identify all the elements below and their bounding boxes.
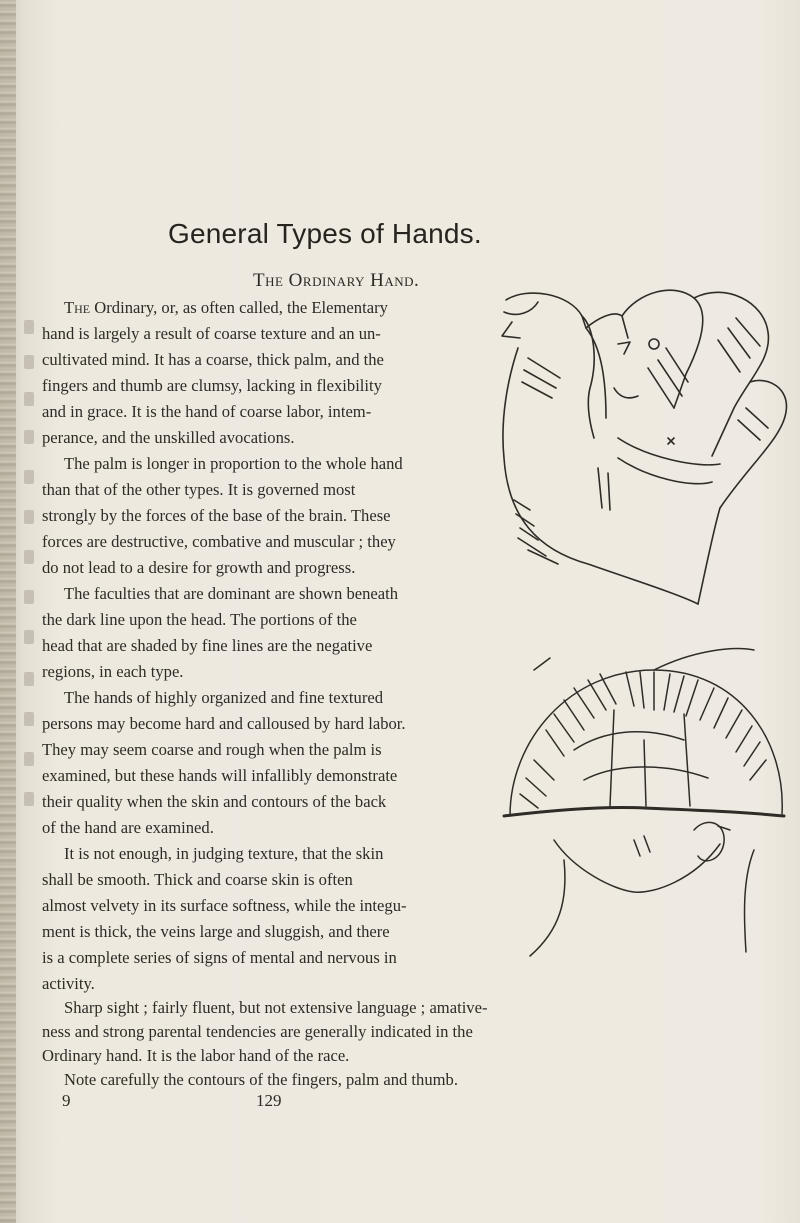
signature-mark: 9 — [62, 1091, 71, 1110]
text-line: perance, and the unskilled avocations. — [42, 428, 295, 447]
section-subheading: The Ordinary Hand. — [253, 270, 420, 291]
text-line: Sharp sight ; fairly fluent, but not extensive language ; amative- — [64, 998, 488, 1017]
text-line: their quality when the skin and contours of the back — [42, 792, 387, 811]
text-line: The Ordinary, or, as often called, the Elementary — [64, 298, 388, 317]
text-line: of the hand are examined. — [42, 818, 214, 837]
text-line: They may seem coarse and rough when the palm is — [42, 740, 382, 759]
text-line: hand is largely a result of coarse texture and an un- — [42, 324, 381, 343]
page-heading: General Types of Hands. — [168, 218, 482, 249]
text-line: shall be smooth. Thick and coarse skin is often — [42, 870, 353, 889]
text-line: almost velvety in its surface softness, while the integu- — [42, 896, 407, 915]
text-line: examined, but these hands will infallibly demonstrate — [42, 766, 398, 785]
text-line: Ordinary hand. It is the labor hand of the race. — [42, 1046, 350, 1065]
text-line: do not lead to a desire for growth and progress. — [42, 558, 356, 577]
text-line: strongly by the forces of the base of the brain. These — [42, 506, 391, 525]
text-line: than that of the other types. It is governed most — [42, 480, 356, 499]
text-line: Note carefully the contours of the fingers, palm and thumb. — [64, 1070, 458, 1089]
book-binding-edge — [0, 0, 16, 1223]
text-line: and in grace. It is the hand of coarse labor, intem- — [42, 402, 372, 421]
text-line: The palm is longer in proportion to the whole hand — [64, 454, 403, 473]
text-line: regions, in each type. — [42, 662, 184, 681]
lead-word: The — [64, 298, 91, 317]
text-line: ment is thick, the veins large and sluggish, and there — [42, 922, 390, 941]
text-line: the dark line upon the head. The portions of the — [42, 610, 357, 629]
head-drawing — [494, 630, 790, 962]
text-line: The faculties that are dominant are shown beneath — [64, 584, 399, 603]
head-illustration — [494, 630, 790, 962]
text-line: cultivated mind. It has a coarse, thick palm, and the — [42, 350, 384, 369]
gutter-marks — [24, 300, 42, 820]
page-number: 129 — [256, 1091, 282, 1110]
text-line: persons may become hard and calloused by hard labor. — [42, 714, 406, 733]
hand-illustration — [498, 288, 790, 608]
text-line: The hands of highly organized and fine textured — [64, 688, 384, 707]
text-line: fingers and thumb are clumsy, lacking in flexibility — [42, 376, 382, 395]
text-line: head that are shaded by fine lines are the negative — [42, 636, 373, 655]
text-line: activity. — [42, 974, 95, 993]
text-line: It is not enough, in judging texture, that the skin — [64, 844, 384, 863]
text-line: is a complete series of signs of mental and nervous in — [42, 948, 397, 967]
text-line: forces are destructive, combative and muscular ; they — [42, 532, 396, 551]
text-line: ness and strong parental tendencies are generally indicated in the — [42, 1022, 473, 1041]
hand-drawing — [498, 288, 790, 608]
